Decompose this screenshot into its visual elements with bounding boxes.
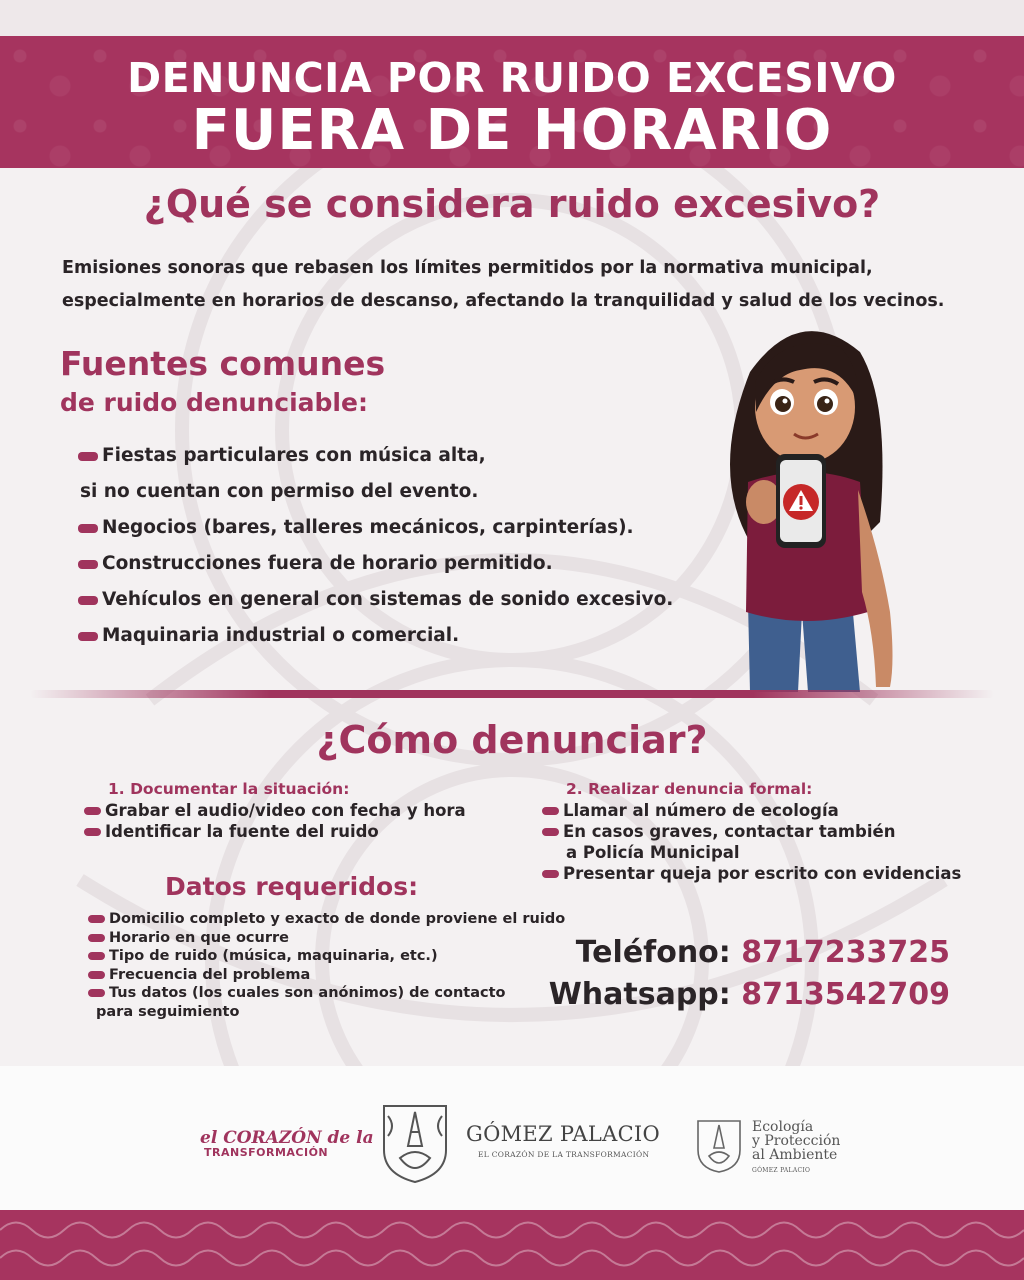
bullet-icon [542, 870, 559, 878]
ecologia-logo-text: Ecología y Protección al Ambiente GÓMEZ PALACIO [752, 1119, 841, 1174]
whatsapp-line [549, 974, 950, 1016]
whatsapp-label: Whatsapp: [548, 977, 731, 1012]
corazon-logo-top: el CORAZÓN de la [200, 1128, 374, 1148]
list-item: Llamar al número de ecología [542, 800, 961, 821]
sources-title: Fuentes comunes [60, 344, 386, 383]
list-item: Grabar el audio/video con fecha y hora [84, 800, 466, 821]
list-item: Vehículos en general con sistemas de sonido excesivo. [78, 582, 718, 618]
step2-list [542, 800, 961, 884]
eiffel-crest-icon [694, 1118, 744, 1174]
required-data-list [88, 910, 565, 1021]
bullet-icon [88, 915, 105, 923]
definition-line: especialmente en horarios de descanso, afectando la tranquilidad y salud de los vecinos. [62, 291, 945, 311]
gomez-palacio-subtitle: EL CORAZÓN DE LA TRANSFORMACIÓN [478, 1150, 650, 1159]
list-item: Fiestas particulares con música alta, [78, 438, 718, 474]
list-item: En casos graves, contactar también [542, 821, 961, 842]
header-title-line1: DENUNCIA POR RUIDO EXCESIVO [127, 54, 897, 102]
bullet-icon [78, 452, 98, 461]
list-item: Negocios (bares, talleres mecánicos, carpinterías). [78, 510, 718, 546]
corazon-logo-bottom: TRANSFORMACIÓN [204, 1146, 329, 1159]
bullet-icon [78, 596, 98, 605]
header-title-line2: FUERA DE HORARIO [191, 98, 833, 163]
bullet-icon [78, 524, 98, 533]
bullet-icon [542, 807, 559, 815]
phone-number[interactable]: 8717233725 [741, 935, 950, 970]
list-item: Construcciones fuera de horario permitido. [78, 546, 718, 582]
list-item: Domicilio completo y exacto de donde proviene el ruido [88, 910, 565, 929]
warning-icon [783, 484, 819, 520]
list-item: a Policía Municipal [566, 843, 740, 862]
sources-list [78, 438, 718, 654]
list-item: Identificar la fuente del ruido [84, 821, 466, 842]
list-item: Maquinaria industrial o comercial. [78, 618, 718, 654]
definition-line: Emisiones sonoras que rebasen los límites permitidos por la normativa municipal, [62, 258, 873, 278]
contact-block [549, 932, 950, 1016]
bullet-icon [88, 971, 105, 979]
list-item: Tus datos (los cuales son anónimos) de contacto [88, 984, 565, 1003]
header-banner [0, 36, 1024, 168]
corazon-logo [200, 1128, 374, 1168]
step2-title: 2. Realizar denuncia formal: [566, 780, 813, 798]
how-to-report-title: ¿Cómo denunciar? [316, 718, 708, 762]
phone-line [549, 932, 950, 974]
list-item: si no cuentan con permiso del evento. [80, 481, 479, 502]
required-data-title: Datos requeridos: [165, 872, 419, 901]
definition-text [62, 252, 982, 318]
list-item: Tipo de ruido (música, maquinaria, etc.) [88, 947, 565, 966]
question-title: ¿Qué se considera ruido excesivo? [143, 182, 881, 226]
bottom-banner [0, 1210, 1024, 1280]
bullet-icon [542, 828, 559, 836]
girl-illustration [690, 312, 922, 692]
gomez-palacio-title: GÓMEZ PALACIO [466, 1122, 661, 1146]
step1-title: 1. Documentar la situación: [108, 780, 350, 798]
list-item: para seguimiento [96, 1003, 240, 1020]
bullet-icon [84, 828, 101, 836]
bullet-icon [78, 632, 98, 641]
step1-list [84, 800, 466, 842]
list-item: Frecuencia del problema [88, 966, 565, 985]
whatsapp-number[interactable]: 8713542709 [741, 977, 950, 1012]
bullet-icon [88, 989, 105, 997]
bullet-icon [84, 807, 101, 815]
sources-subtitle: de ruido denunciable: [60, 388, 368, 417]
bullet-icon [78, 560, 98, 569]
phone-label: Teléfono: [575, 935, 731, 970]
bottom-pattern [0, 1210, 1024, 1280]
bullet-icon [88, 952, 105, 960]
list-item: Presentar queja por escrito con evidencias [542, 863, 961, 884]
list-item: Horario en que ocurre [88, 929, 565, 948]
section-divider [30, 690, 994, 698]
bullet-icon [88, 934, 105, 942]
eiffel-crest-icon [378, 1102, 452, 1184]
